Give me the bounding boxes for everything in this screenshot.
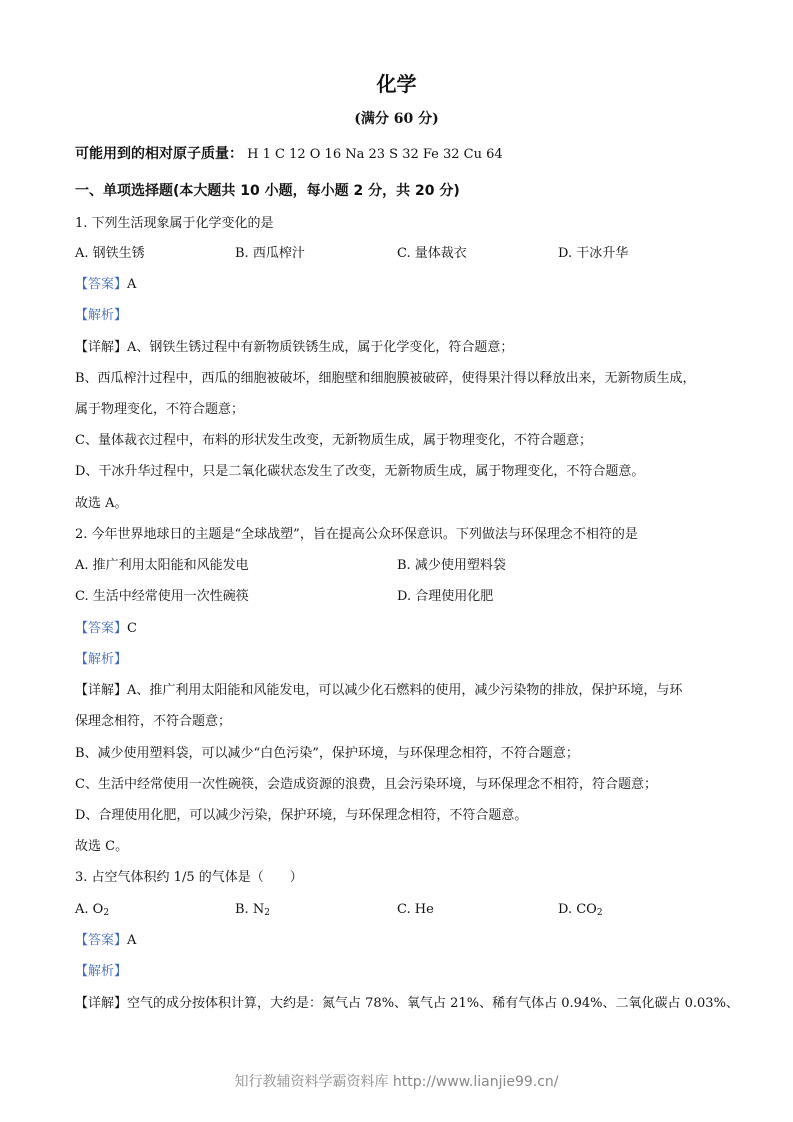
q1-detail-1 [75,339,513,357]
q3-detail-text-1: 空气的成分按体积计算，大约是：氮气占 78%、氧气占 21%、稀有气体占 0.94%、二氧化碳占 0.03%、 [127,996,739,1011]
q1-answer-tag: 【答案】 [75,277,128,292]
page-subtitle: (满分 60 分) [354,111,439,127]
q3-option-c: C. He [397,902,434,917]
q1-answer-value: A [127,277,137,292]
q3-answer-tag: 【答案】 [75,933,128,948]
q2-detail-3: C、生活中经常使用一次性碗筷，会造成资源的浪费，且会污染环境，与环保理念不相符，符合题意； [75,777,657,792]
q3-option-d-sub: 2 [596,908,603,918]
footer-watermark-link[interactable]: 知行教辅资料学霸资料库 http://www.lianjie99.cn/ [234,1074,559,1090]
section-heading: 一、单项选择题(本大题共 10 小题，每小题 2 分，共 20 分) [75,183,460,199]
q2-answer-tag: 【答案】 [75,621,128,636]
q3-analysis-tag: 【解析】 [75,964,128,979]
q3-option-b-text: B. N [235,902,265,917]
q3-option-a-text: A. O [75,902,104,917]
q3-answer [75,932,136,950]
q1-answer [75,276,136,294]
q2-detail-4: D、合理使用化肥，可以减少污染，保护环境，与环保理念相符，不符合题意。 [75,808,528,823]
atomic-masses-label: 可能用到的相对原子质量： [75,146,243,162]
q1-detail-text-1: A、钢铁生锈过程中有新物质铁锈生成，属于化学变化，符合题意； [127,340,514,355]
q3-detail-tag: 【详解】 [75,996,128,1011]
q2-answer-value: C [127,621,137,636]
q2-analysis-tag: 【解析】 [75,652,128,667]
q2-answer [75,620,137,638]
q1-detail-2b: 属于物理变化，不符合题意； [75,402,245,417]
q1-option-a: A. 钢铁生锈 [75,246,145,261]
q2-option-b: B. 减少使用塑料袋 [397,558,506,573]
q2-option-d: D. 合理使用化肥 [397,589,494,604]
q2-detail-1 [75,682,682,700]
q3-option-d [558,901,603,922]
q3-option-d-text: D. CO [558,902,597,917]
q2-conclusion: 故选 C。 [75,839,129,854]
q3-stem: 3. 占空气体积约 1/5 的气体是（ ） [75,870,303,885]
q3-option-b [235,901,270,922]
q1-analysis-tag: 【解析】 [75,308,128,323]
q3-option-a [75,901,109,922]
q1-detail-tag: 【详解】 [75,340,128,355]
q2-detail-1b: 保理念相符，不符合题意； [75,714,232,729]
q1-conclusion: 故选 A。 [75,496,128,511]
q1-detail-3: C、量体裁衣过程中，布料的形状发生改变，无新物质生成，属于物理变化，不符合题意； [75,433,592,448]
q3-option-a-sub: 2 [103,908,110,918]
q3-detail-1 [75,995,739,1013]
atomic-masses-values: H 1 C 12 O 16 Na 23 S 32 Fe 32 Cu 64 [247,147,503,162]
q1-option-c: C. 量体裁衣 [397,246,467,261]
q3-option-b-sub: 2 [264,908,270,918]
page-title: 化学 [376,72,417,96]
q3-answer-value: A [127,933,137,948]
q1-option-b: B. 西瓜榨汁 [235,246,305,261]
q2-option-c: C. 生活中经常使用一次性碗筷 [75,589,249,604]
q1-option-d: D. 干冰升华 [558,246,629,261]
q2-stem: 2. 今年世界地球日的主题是“全球战塑”，旨在提高公众环保意识。下列做法与环保理念不相符的是 [75,527,638,542]
q1-detail-2: B、西瓜榨汁过程中，西瓜的细胞被破坏，细胞壁和细胞膜被破碎，使得果汁得以释放出来，无新物质生成， [75,371,696,386]
q2-detail-text-1: A、推广利用太阳能和风能发电，可以减少化石燃料的使用，减少污染物的排放，保护环境，与环 [127,683,683,698]
q2-option-a: A. 推广利用太阳能和风能发电 [75,558,249,573]
q1-detail-4: D、干冰升华过程中，只是二氧化碳状态发生了改变，无新物质生成，属于物理变化，不符合题意。 [75,464,645,479]
q1-stem: 1. 下列生活现象属于化学变化的是 [75,216,274,231]
q2-detail-2: B、减少使用塑料袋，可以减少“白色污染”，保护环境，与环保理念相符，不符合题意； [75,746,579,761]
atomic-masses-line [75,145,503,164]
q2-detail-tag: 【详解】 [75,683,128,698]
